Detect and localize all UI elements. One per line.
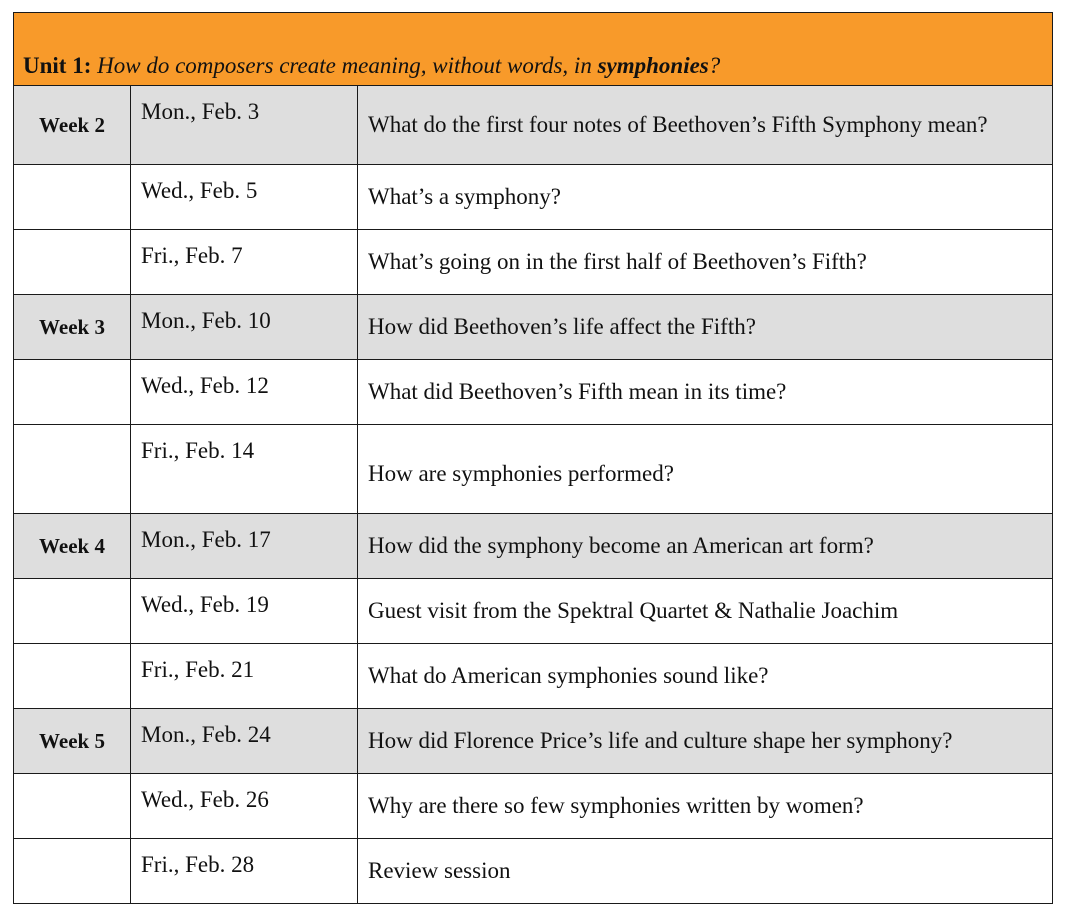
week-label: Week 3	[14, 295, 131, 360]
table-row	[14, 86, 1053, 165]
table-row	[14, 839, 1053, 904]
week-label: Week 4	[14, 514, 131, 579]
class-date: Fri., Feb. 7	[131, 230, 358, 295]
class-topic: What did Beethoven’s Fifth mean in its time?	[358, 360, 1053, 425]
class-topic: How did Florence Price’s life and culture shape her symphony?	[358, 709, 1053, 774]
unit-question-end: ?	[708, 53, 721, 78]
class-topic: How did the symphony become an American art form?	[358, 514, 1053, 579]
class-date: Wed., Feb. 5	[131, 165, 358, 230]
class-topic: How did Beethoven’s life affect the Fifth?	[358, 295, 1053, 360]
table-row	[14, 579, 1053, 644]
table-row	[14, 230, 1053, 295]
table-row	[14, 774, 1053, 839]
table-row	[14, 360, 1053, 425]
class-date: Wed., Feb. 26	[131, 774, 358, 839]
unit-question: How do composers create meaning, without words, in	[97, 53, 592, 78]
schedule-table	[13, 12, 1053, 904]
week-label	[14, 579, 131, 644]
class-date: Wed., Feb. 19	[131, 579, 358, 644]
table-row	[14, 165, 1053, 230]
week-label	[14, 839, 131, 904]
week-label	[14, 644, 131, 709]
week-label: Week 2	[14, 86, 131, 165]
class-topic: What do American symphonies sound like?	[358, 644, 1053, 709]
class-topic: Guest visit from the Spektral Quartet & Nathalie Joachim	[358, 579, 1053, 644]
class-topic: What’s going on in the first half of Beethoven’s Fifth?	[358, 230, 1053, 295]
class-date: Fri., Feb. 14	[131, 425, 358, 514]
class-date: Fri., Feb. 28	[131, 839, 358, 904]
table-row	[14, 709, 1053, 774]
unit-header	[14, 13, 1053, 86]
table-row	[14, 295, 1053, 360]
week-label: Week 5	[14, 709, 131, 774]
class-topic: Why are there so few symphonies written by women?	[358, 774, 1053, 839]
unit-label: Unit 1:	[23, 53, 92, 78]
unit-header-row	[14, 13, 1053, 86]
class-date: Fri., Feb. 21	[131, 644, 358, 709]
week-label	[14, 360, 131, 425]
class-topic: How are symphonies performed?	[358, 425, 1053, 514]
class-topic: Review session	[358, 839, 1053, 904]
table-row	[14, 514, 1053, 579]
class-date: Wed., Feb. 12	[131, 360, 358, 425]
week-label	[14, 425, 131, 514]
week-label	[14, 774, 131, 839]
table-row	[14, 425, 1053, 514]
class-topic: What do the first four notes of Beethoven’s Fifth Symphony mean?	[358, 86, 1053, 165]
week-label	[14, 230, 131, 295]
table-row	[14, 644, 1053, 709]
class-topic: What’s a symphony?	[358, 165, 1053, 230]
class-date: Mon., Feb. 10	[131, 295, 358, 360]
unit-question-emphasis: symphonies	[597, 53, 709, 78]
class-date: Mon., Feb. 24	[131, 709, 358, 774]
class-date: Mon., Feb. 3	[131, 86, 358, 165]
week-label	[14, 165, 131, 230]
class-date: Mon., Feb. 17	[131, 514, 358, 579]
